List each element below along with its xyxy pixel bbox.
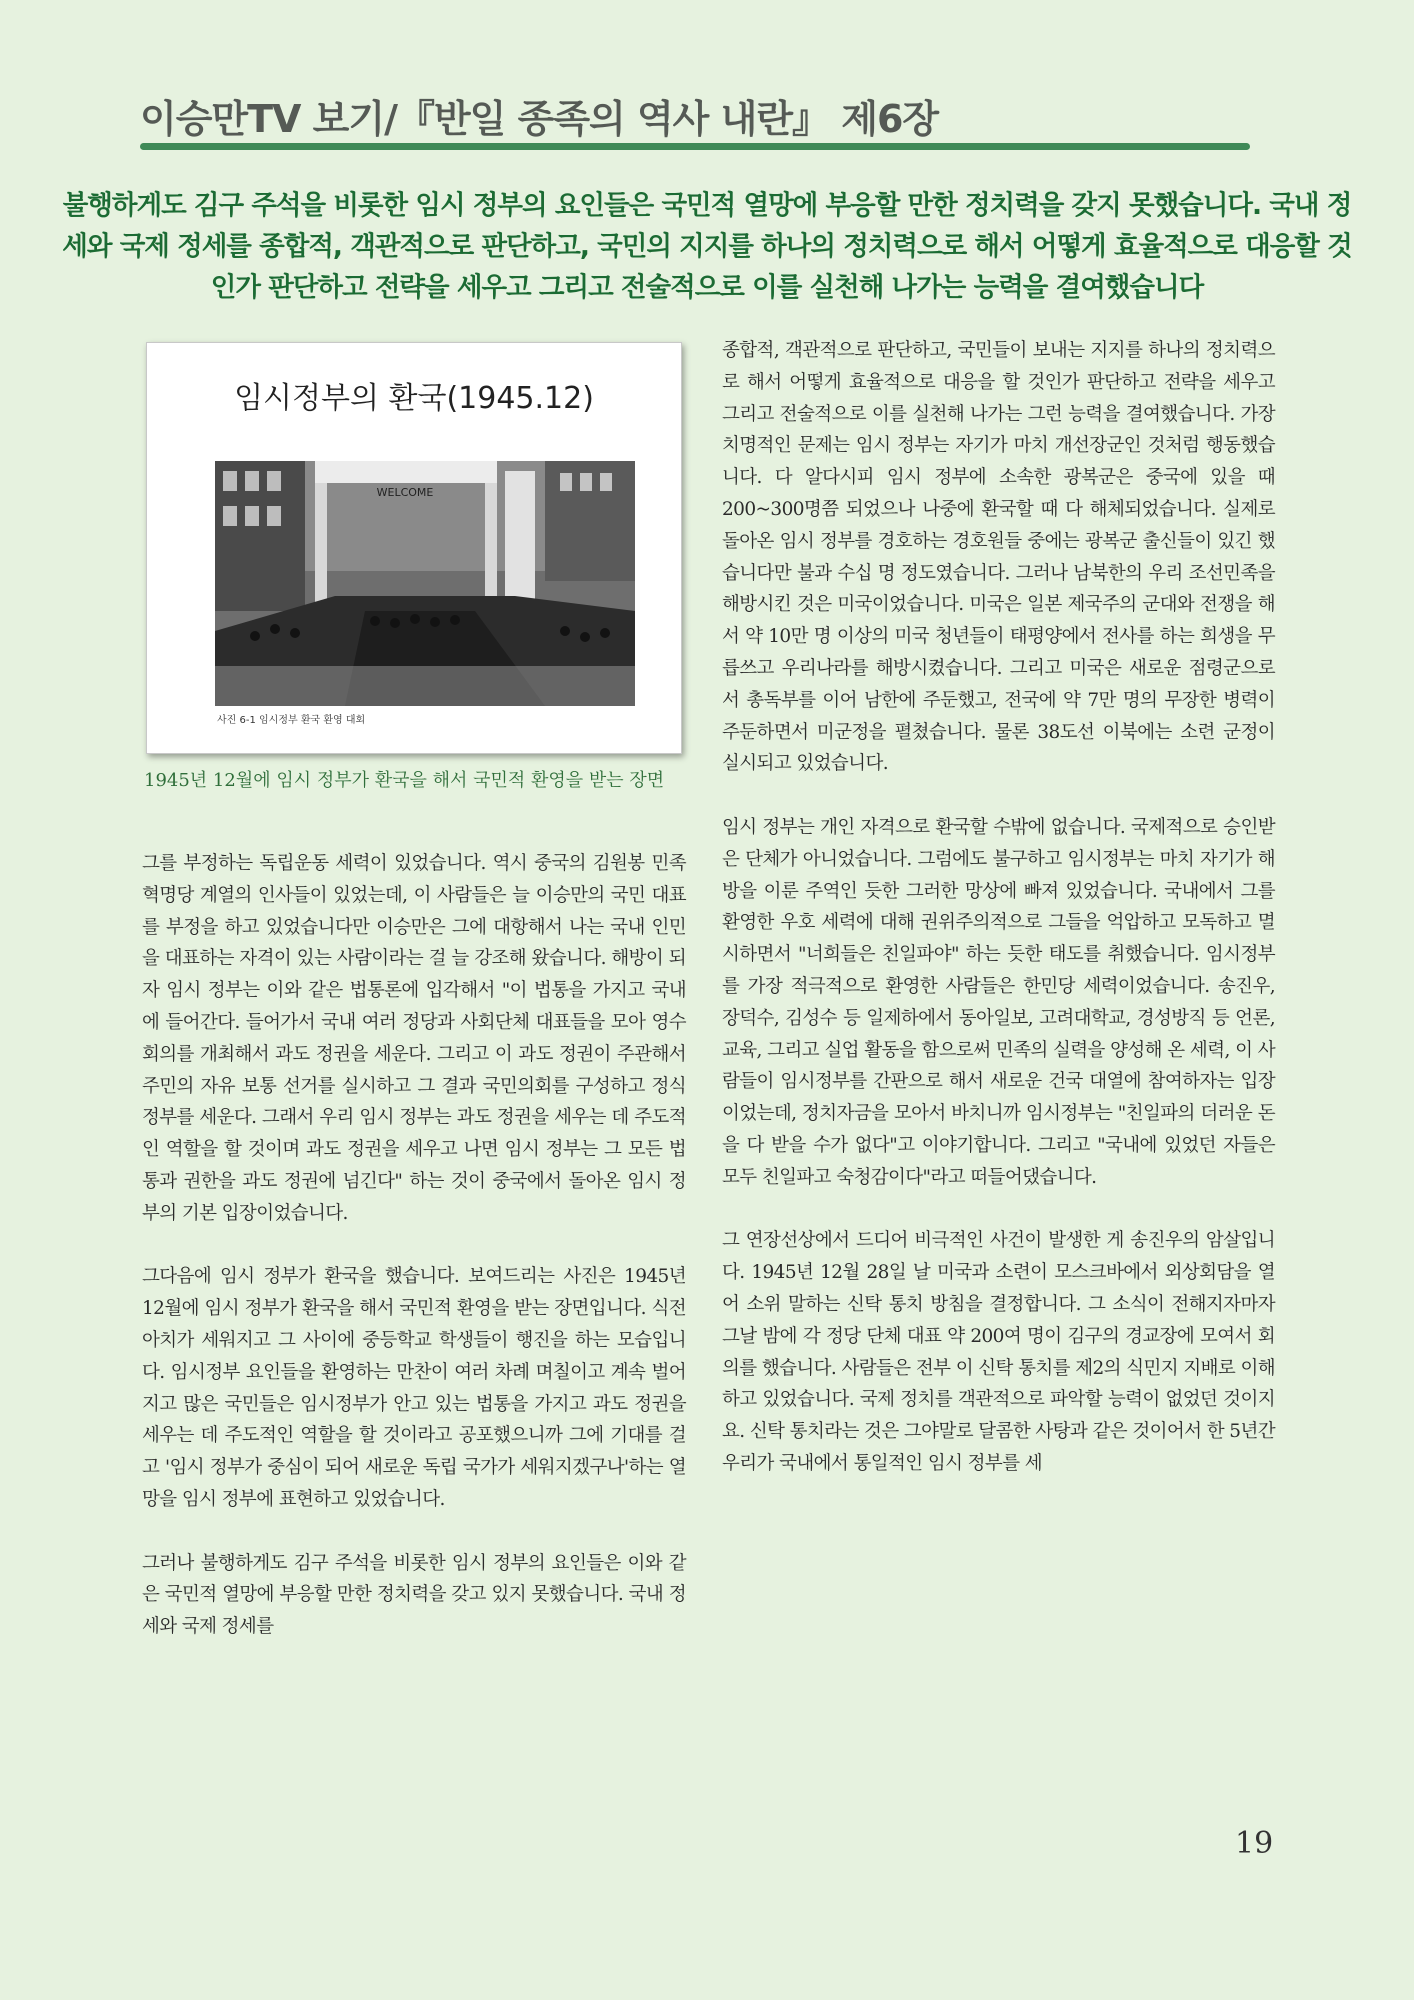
lead-summary: 불행하게도 김구 주석을 비롯한 임시 정부의 요인들은 국민적 열망에 부응할 만한 정치력을 갖지 못했습니다. 국내 정세와 국제 정세를 종합적, 객관적으로 판단하고, 국민의 지지를 하나의 정치력으로 해서 어떻게 효율적으로 대응할 것인가 판단하고 전략을 세우고 그리고 전술적으로 이를 실천해 나가는 능력을 결여했습니다: [62, 190, 1352, 303]
figure-title: 임시정부의 환국(1945.12): [234, 381, 594, 416]
left-paragraph-2: 그다음에 임시 정부가 환국을 했습니다. 보여드리는 사진은 1945년 12월에 임시 정부가 환국을 해서 국민적 환영을 받는 장면입니다. 식전 아치가 세워지고 그 사이에 중등학교 학생들이 행진을 하는 모습입니다. 임시정부 요인들을 환영하는 만찬이 여러 차례 며칠이고 계속 벌어지고 많은 국민들은 임시정부가 안고 있는 법통을 가지고 과도 정권을 세우는 데 주도적인 역할을 할 것이라고 공포했으니까 그에 기대를 걸고 '임시 정부가 중심이 되어 새로운 독립 국가가 세워지겠구나'하는 열망을 임시 정부에 표현하고 있었습니다.: [142, 1266, 686, 1510]
right-paragraph-1: 종합적, 객관적으로 판단하고, 국민들이 보내는 지지를 하나의 정치력으로 해서 어떻게 효율적으로 대응을 할 것인가 판단하고 전략을 세우고 그리고 전술적으로 이를 실천해 나가는 그런 능력을 결여했습니다. 가장 치명적인 문제는 임시 정부는 자기가 마치 개선장군인 것처럼 행동했습니다. 다 알다시피 임시 정부에 소속한 광복군은 중국에 있을 때 200~300명쯤 되었으나 나중에 환국할 때 다 해체되었습니다. 실제로 돌아온 임시 정부를 경호하는 경호원들 중에는 광복군 출신들이 있긴 했습니다만 불과 수십 명 정도였습니다. 그러나 남북한의 우리 조선민족을 해방시킨 것은 미국이었습니다. 미국은 일본 제국주의 군대와 전쟁을 해서 약 10만 명 이상의 미국 청년들이 태평양에서 전사를 하는 희생을 무릅쓰고 우리나라를 해방시켰습니다. 그리고 미국은 새로운 점령군으로서 총독부를 이어 남한에 주둔했고, 전국에 약 7만 명의 무장한 병력이 주둔하면서 미군정을 펼쳤습니다. 물론 38도선 이북에는 소련 군정이 실시되고 있었습니다.: [722, 340, 1275, 775]
left-column: [142, 848, 686, 1675]
arch-banner-text: WELCOME: [376, 486, 434, 499]
figure-caption: 1945년 12월에 임시 정부가 환국을 해서 국민적 환영을 받는 장면: [144, 770, 665, 791]
figure-slide: [146, 342, 682, 754]
right-paragraph-3: 그 연장선상에서 드디어 비극적인 사건이 발생한 게 송진우의 암살입니다. 1945년 12월 28일 날 미국과 소련이 모스크바에서 외상회담을 열어 소위 말하는 신탁 통치 방침을 결정합니다. 그 소식이 전해지자마자 그날 밤에 각 정당 단체 대표 약 200여 명이 김구의 경교장에 모여서 회의를 했습니다. 사람들은 전부 이 신탁 통치를 제2의 식민지 지배로 이해하고 있었습니다. 국제 정치를 객관적으로 파악할 능력이 없었던 것이지요. 신탁 통치라는 것은 그야말로 달콤한 사탕과 같은 것이어서 한 5년간 우리가 국내에서 통일적인 임시 정부를 세: [722, 1230, 1275, 1474]
left-paragraph-3: 그러나 불행하게도 김구 주석을 비롯한 임시 정부의 요인들은 이와 같은 국민적 열망에 부응할 만한 정치력을 갖고 있지 못했습니다. 국내 정세와 국제 정세를: [142, 1552, 686, 1638]
figure-inner-caption: 사진 6-1 임시정부 환국 환영 대회: [217, 715, 366, 726]
header-divider: [140, 143, 1250, 150]
right-column: [722, 335, 1275, 1511]
right-paragraph-2: 임시 정부는 개인 자격으로 환국할 수밖에 없습니다. 국제적으로 승인받은 단체가 아니었습니다. 그럼에도 불구하고 임시정부는 마치 자기가 해방을 이룬 주역인 듯한 그러한 망상에 빠져 있었습니다. 국내에서 그를 환영한 우호 세력에 대해 권위주의적으로 그들을 억압하고 모독하고 멸시하면서 "너희들은 친일파야" 하는 듯한 태도를 취했습니다. 임시정부를 가장 적극적으로 환영한 사람들은 한민당 세력이었습니다. 송진우, 장덕수, 김성수 등 일제하에서 동아일보, 고려대학교, 경성방직 등 언론, 교육, 그리고 실업 활동을 함으로써 민족의 실력을 양성해 온 세력, 이 사람들이 임시정부를 간판으로 해서 새로운 건국 대열에 참여하자는 입장이었는데, 정치자금을 모아서 바치니까 임시정부는 "친일파의 더러운 돈을 다 받을 수가 없다"고 이야기합니다. 그리고 "국내에 있었던 자들은 모두 친일파고 숙청감이다"라고 떠들어댔습니다.: [722, 816, 1275, 1188]
left-paragraph-1: 그를 부정하는 독립운동 세력이 있었습니다. 역시 중국의 김원봉 민족혁명당 계열의 인사들이 있었는데, 이 사람들은 늘 이승만의 국민 대표를 부정을 하고 있었습니다만 이승만은 그에 대항해서 나는 국내 인민을 대표하는 자격이 있는 사람이라는 걸 늘 강조해 왔습니다. 해방이 되자 임시 정부는 이와 같은 법통론에 입각해서 "이 법통을 가지고 국내에 들어간다. 들어가서 국내 여러 정당과 사회단체 대표들을 모아 영수 회의를 개최해서 과도 정권을 세운다. 그리고 이 과도 정권이 주관해서 주민의 자유 보통 선거를 실시하고 그 결과 국민의회를 구성하고 정식 정부를 세운다. 그래서 우리 임시 정부는 과도 정권을 세우는 데 주도적인 역할을 할 것이며 과도 정권을 세우고 나면 임시 정부는 그 모든 법통과 권한을 과도 정권에 넘긴다" 하는 것이 중국에서 돌아온 임시 정부의 기본 입장이었습니다.: [142, 853, 686, 1224]
historical-photo: [215, 461, 635, 706]
section-header: 이승만TV 보기/『반일 종족의 역사 내란』 제6장: [140, 97, 939, 141]
page-number: 19: [1235, 1826, 1274, 1861]
